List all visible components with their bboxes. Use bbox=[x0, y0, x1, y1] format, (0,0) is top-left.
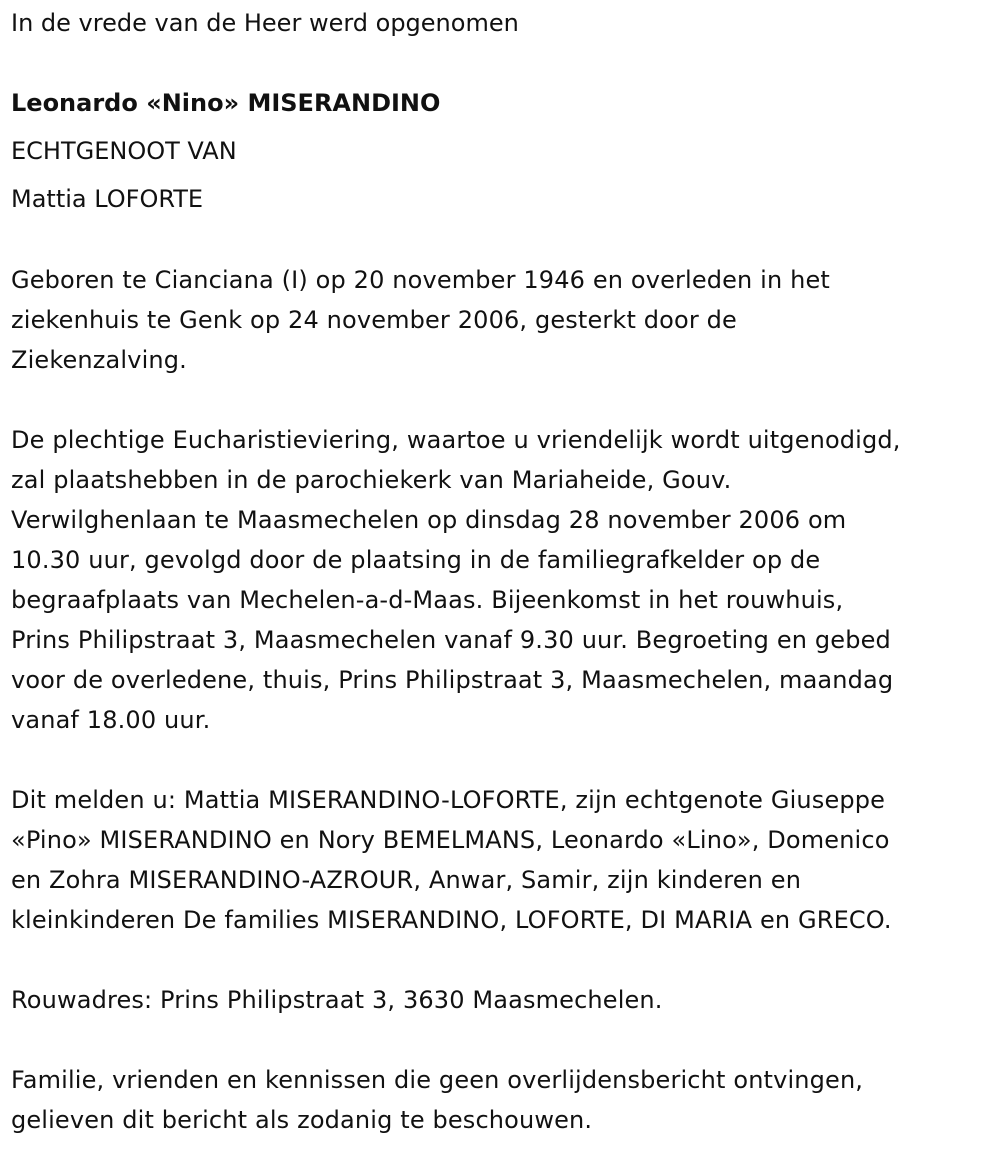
text-line: gelieven dit bericht als zodanig te beschouwen. bbox=[11, 1106, 593, 1134]
text-line: Ziekenzalving. bbox=[11, 346, 187, 374]
text-line: Rouwadres: Prins Philipstraat 3, 3630 Maasmechelen. bbox=[11, 986, 663, 1014]
text-line: begraafplaats van Mechelen-a-d-Maas. Bijeenkomst in het rouwhuis, bbox=[11, 586, 844, 614]
text-line: 10.30 uur, gevolgd door de plaatsing in de familiegrafkelder op de bbox=[11, 546, 821, 574]
text-line: Familie, vrienden en kennissen die geen overlijdensbericht ontvingen, bbox=[11, 1066, 864, 1094]
spouse-name: Mattia LOFORTE bbox=[11, 185, 204, 213]
text-line: en Zohra MISERANDINO-AZROUR, Anwar, Samir, zijn kinderen en bbox=[11, 866, 802, 894]
notice-paragraph bbox=[11, 780, 996, 940]
text-line: Geboren te Cianciana (I) op 20 november 1946 en overleden in het bbox=[11, 266, 830, 294]
text-line: Dit melden u: Mattia MISERANDINO-LOFORTE, zijn echtgenote Giuseppe bbox=[11, 786, 886, 814]
text-line: ziekenhuis te Genk op 24 november 2006, gesterkt door de bbox=[11, 306, 737, 334]
final-paragraph bbox=[11, 1060, 996, 1140]
text-line: Verwilghenlaan te Maasmechelen op dinsdag 28 november 2006 om bbox=[11, 506, 847, 534]
address-paragraph bbox=[11, 980, 996, 1020]
spouse-label: ECHTGENOOT VAN bbox=[11, 137, 237, 165]
text-line: De plechtige Eucharistieviering, waartoe u vriendelijk wordt uitgenodigd, bbox=[11, 426, 901, 454]
text-line: vanaf 18.00 uur. bbox=[11, 706, 211, 734]
text-line: zal plaatshebben in de parochiekerk van Mariaheide, Gouv. bbox=[11, 466, 732, 494]
deceased-name: Leonardo «Nino» MISERANDINO bbox=[11, 89, 441, 117]
text-line: voor de overledene, thuis, Prins Philipstraat 3, Maasmechelen, maandag bbox=[11, 666, 894, 694]
text-line: «Pino» MISERANDINO en Nory BEMELMANS, Leonardo «Lino», Domenico bbox=[11, 826, 890, 854]
birth-paragraph bbox=[11, 260, 996, 380]
text-line: kleinkinderen De families MISERANDINO, LOFORTE, DI MARIA en GRECO. bbox=[11, 906, 892, 934]
service-paragraph bbox=[11, 420, 996, 740]
text-line: Prins Philipstraat 3, Maasmechelen vanaf 9.30 uur. Begroeting en gebed bbox=[11, 626, 891, 654]
intro-line: In de vrede van de Heer werd opgenomen bbox=[11, 9, 519, 37]
